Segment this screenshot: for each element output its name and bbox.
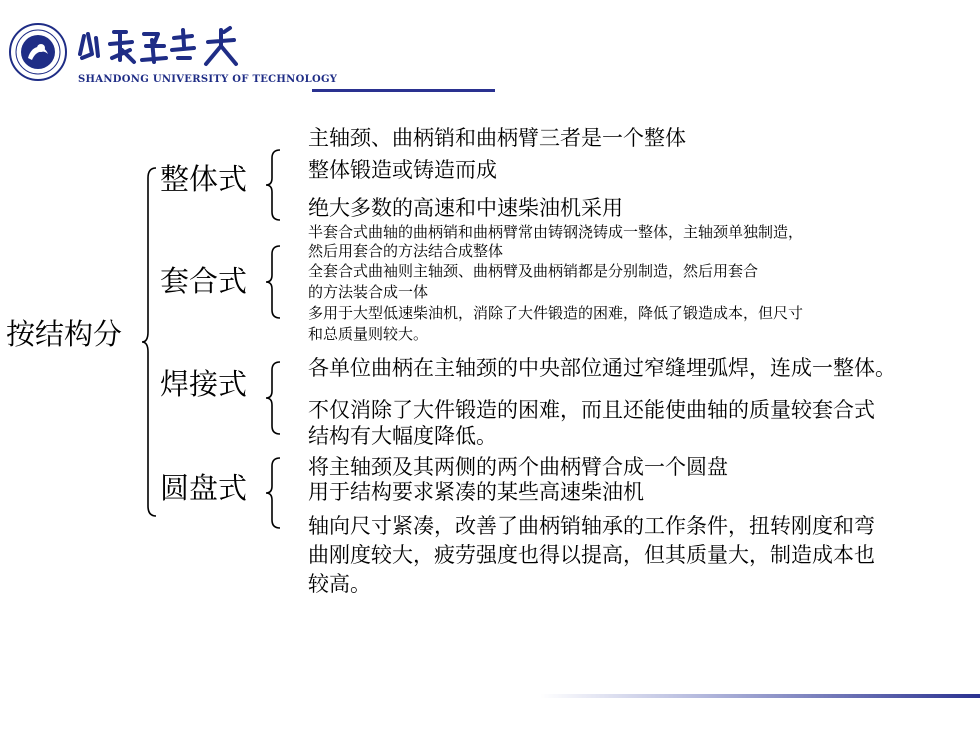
group-title-welded: 焊接式 — [160, 367, 248, 401]
group-title-integral: 整体式 — [160, 162, 248, 196]
footer-rule — [540, 694, 980, 698]
item-text: 轴向尺寸紧凑，改善了曲柄销轴承的工作条件，扭转刚度和弯 — [308, 514, 875, 538]
root-label: 按结构分 — [6, 317, 123, 351]
item-text: 主轴颈、曲柄销和曲柄臂三者是一个整体 — [308, 126, 686, 150]
root-brace — [140, 166, 158, 518]
header — [8, 22, 338, 92]
item-text: 半套合式曲轴的曲柄销和曲柄臂常由铸钢浇铸成一整体，主轴颈单独制造， — [308, 223, 804, 241]
item-text: 全套合式曲袖则主轴颈、曲柄臂及曲柄销都是分别制造，然后用套合 — [308, 262, 759, 280]
item-text: 用于结构要求紧凑的某些高速柴油机 — [308, 480, 644, 504]
item-text: 曲刚度较大，疲劳强度也得以提高，但其质量大，制造成本也 — [308, 543, 875, 567]
item-text: 各单位曲柄在主轴颈的中央部位通过窄缝埋弧焊，连成一整体。 — [308, 356, 896, 380]
item-text: 将主轴颈及其两侧的两个曲柄臂合成一个圆盘 — [308, 455, 728, 479]
group-brace-2 — [264, 244, 282, 320]
item-text: 的方法装合成一体 — [308, 283, 429, 301]
university-english-name: SHANDONG UNIVERSITY OF TECHNOLOGY — [78, 74, 338, 85]
item-text: 然后用套合的方法结合成整体 — [308, 242, 504, 260]
item-text: 较高。 — [308, 572, 371, 596]
item-text: 多用于大型低速柴油机，消除了大件锻造的困难，降低了锻造成本，但尺寸 — [308, 304, 804, 322]
calligraphy-university-name-icon — [74, 24, 244, 72]
group-brace-4 — [264, 456, 282, 530]
item-text: 整体锻造或铸造而成 — [308, 158, 497, 182]
item-text: 结构有大幅度降低。 — [308, 424, 497, 448]
item-text: 和总质量则较大。 — [308, 325, 429, 343]
item-text: 绝大多数的高速和中速柴油机采用 — [308, 196, 623, 220]
item-text: 不仅消除了大件锻造的困难，而且还能使曲轴的质量较套合式 — [308, 398, 875, 422]
group-brace-1 — [264, 148, 282, 222]
group-title-disc: 圆盘式 — [160, 471, 248, 505]
header-rule — [312, 89, 495, 92]
group-title-assembled: 套合式 — [160, 264, 248, 298]
group-brace-3 — [264, 360, 282, 436]
university-seal-icon — [8, 22, 68, 82]
